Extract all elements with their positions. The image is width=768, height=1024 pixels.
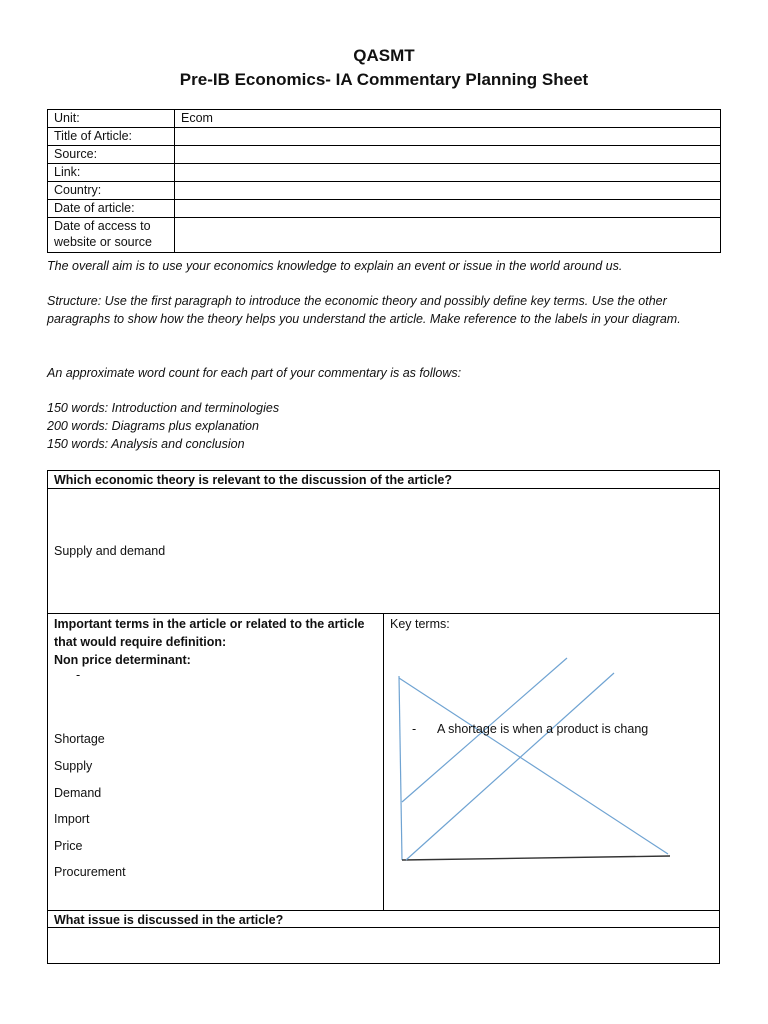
terms-question: Important terms in the article or related to the article that would require definition: [54, 617, 365, 649]
issue-answer-area[interactable] [48, 928, 719, 964]
school-name: QASMT [353, 46, 415, 65]
key-term-note: A shortage is when a product is chang [437, 722, 649, 736]
table-row [48, 128, 721, 146]
country-value[interactable] [175, 182, 721, 200]
key-term-dash: - [412, 722, 417, 736]
supply-demand-diagram-icon [384, 614, 720, 910]
theory-answer: Supply and demand [54, 544, 166, 558]
terms-column[interactable] [48, 614, 384, 910]
quantity-axis [402, 856, 670, 860]
bullet-dash: - [76, 668, 81, 682]
aim-text: The overall aim is to use your economics knowledge to explain an event or issue in the world around us. [47, 259, 623, 273]
planning-box [47, 470, 720, 964]
date-label: Date of article: [48, 200, 175, 218]
term-item: Procurement [54, 865, 126, 879]
source-value[interactable] [175, 146, 721, 164]
table-row [48, 110, 721, 128]
theory-answer-area[interactable] [48, 489, 719, 614]
term-item: Shortage [54, 732, 105, 746]
word-count-intro: An approximate word count for each part of your commentary is as follows: [47, 366, 462, 380]
issue-question: What issue is discussed in the article? [48, 910, 719, 928]
access-date-value[interactable] [175, 218, 721, 253]
table-row [48, 218, 721, 253]
key-terms-label: Key terms: [390, 617, 450, 631]
source-label: Source: [48, 146, 175, 164]
structure-text: Structure: Use the first paragraph to introduce the economic theory and possibly define key terms. Use the other paragraphs to show how the theory helps you understand the article. Make reference to the labels in your diagram. [47, 294, 681, 326]
word-count-item: 150 words: Analysis and conclusion [47, 437, 245, 451]
link-label: Link: [48, 164, 175, 182]
terms-section [48, 614, 719, 910]
title-value[interactable] [175, 128, 721, 146]
article-details-table [47, 109, 721, 253]
page-title: Pre-IB Economics- IA Commentary Planning Sheet [179, 70, 589, 89]
access-date-label: Date of access to website or source [48, 218, 175, 253]
term-item: Demand [54, 786, 102, 800]
country-label: Country: [48, 182, 175, 200]
table-row [48, 164, 721, 182]
word-count-item: 150 words: Introduction and terminologies [47, 401, 280, 415]
key-terms-column[interactable] [384, 614, 719, 910]
date-value[interactable] [175, 200, 721, 218]
price-axis [399, 676, 402, 860]
word-count-item: 200 words: Diagrams plus explanation [47, 419, 259, 433]
table-row [48, 146, 721, 164]
demand-curve [399, 678, 668, 854]
term-item: Import [54, 812, 90, 826]
table-row [48, 182, 721, 200]
supply-curve-2 [406, 673, 614, 860]
term-item: Supply [54, 759, 93, 773]
title-label: Title of Article: [48, 128, 175, 146]
unit-value[interactable]: Ecom [175, 110, 721, 128]
term-item: Price [54, 839, 83, 853]
unit-label: Unit: [48, 110, 175, 128]
theory-question: Which economic theory is relevant to the discussion of the article? [48, 471, 719, 489]
link-value[interactable] [175, 164, 721, 182]
table-row [48, 200, 721, 218]
non-price-heading: Non price determinant: [54, 653, 191, 667]
